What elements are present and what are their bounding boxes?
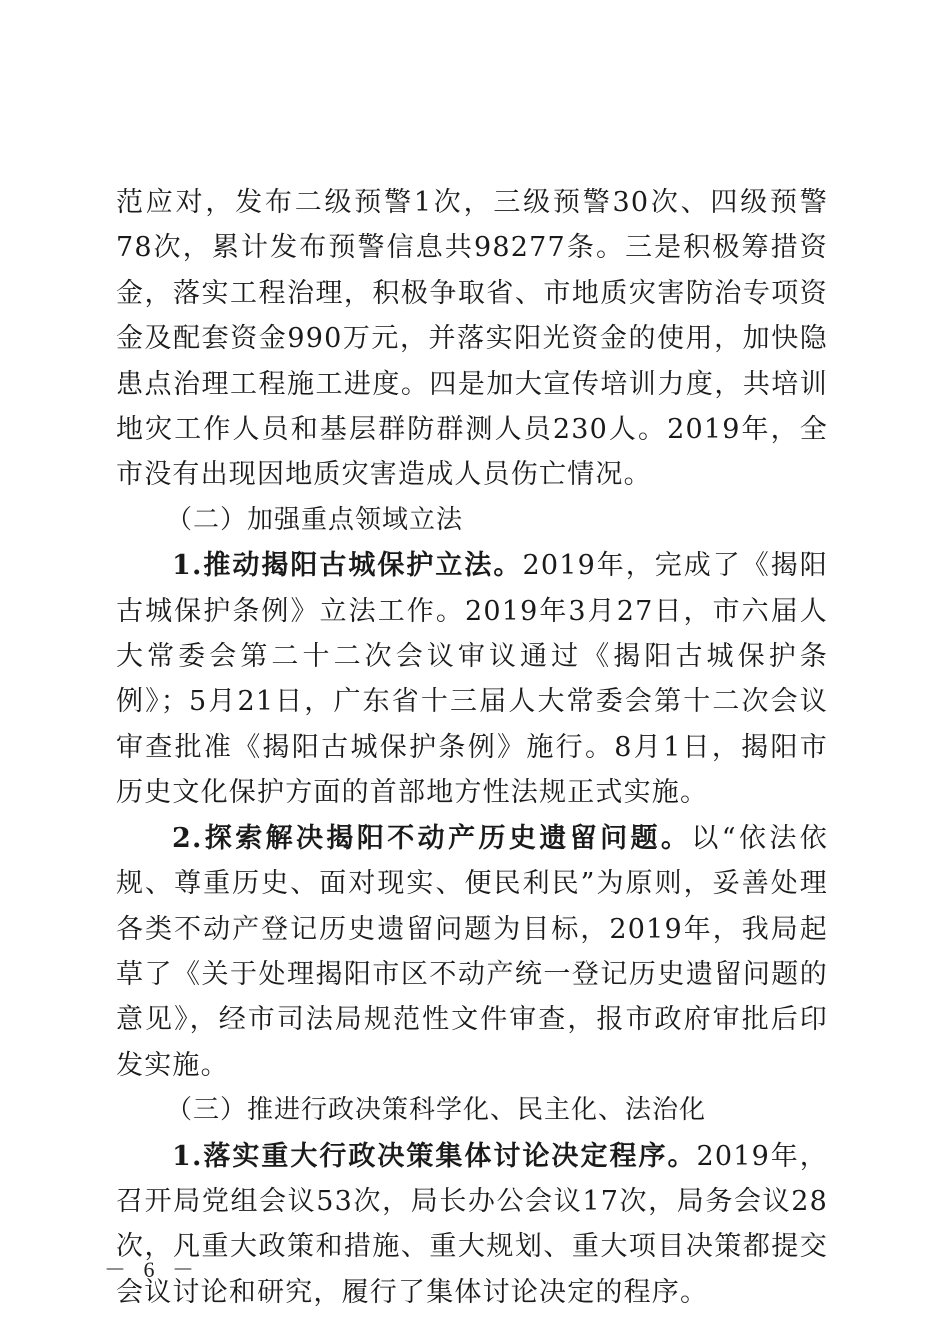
paragraph-item-real-estate [116, 816, 828, 1088]
paragraph-text: 2019年，召开局党组会议53次，局长办公会议17次，局务会议28次，凡重大政策和措施、重大规划、重大项目决策都提交会议讨论和研究，履行了集体讨论决定的程序。 [116, 1140, 828, 1308]
heading-text: （二）加强重点领域立法 [166, 504, 464, 535]
paragraph-lead: 2.探索解决揭阳不动产历史遗留问题。 [172, 822, 692, 854]
paragraph-lead: 1.推动揭阳古城保护立法。 [172, 550, 523, 582]
paragraph-text: 以“依法依规、尊重历史、面对现实、便民利民”为原则，妥善处理各类不动产登记历史遗留问题为目标，2019年，我局起草了《关于处理揭阳市区不动产统一登记历史遗留问题的意见》，经市司法局规范性文件审查，报市政府审批后印发实施。 [116, 822, 828, 1081]
paragraph-continuation [116, 180, 828, 498]
page-number: － 6 － [104, 1257, 201, 1282]
paragraph-item-decision [116, 1134, 828, 1316]
heading-text: （三）推进行政决策科学化、民主化、法治化 [166, 1095, 707, 1126]
document-body [116, 180, 828, 1315]
paragraph-text: 2019年，完成了《揭阳古城保护条例》立法工作。2019年3月27日，市六届人大常委会第二十二次会议审议通过《揭阳古城保护条例》；5月21日，广东省十三届人大常委会第十二次会议审查批准《揭阳古城保护条例》施行。8月1日，揭阳市历史文化保护方面的首部地方性法规正式实施。 [116, 550, 828, 809]
section-heading-3 [116, 1088, 828, 1133]
paragraph-text: 范应对，发布二级预警1次，三级预警30次、四级预警78次，累计发布预警信息共98277条。三是积极筹措资金，落实工程治理，积极争取省、市地质灾害防治专项资金及配套资金990万元，并落实阳光资金的使用，加快隐患点治理工程施工进度。四是加大宣传培训力度，共培训地灾工作人员和基层群防群测人员230人。2019年，全市没有出现因地质灾害造成人员伤亡情况。 [116, 187, 828, 491]
paragraph-item-ancient-city [116, 543, 828, 815]
paragraph-lead: 1.落实重大行政决策集体讨论决定程序。 [172, 1140, 697, 1172]
section-heading-2 [116, 498, 828, 543]
